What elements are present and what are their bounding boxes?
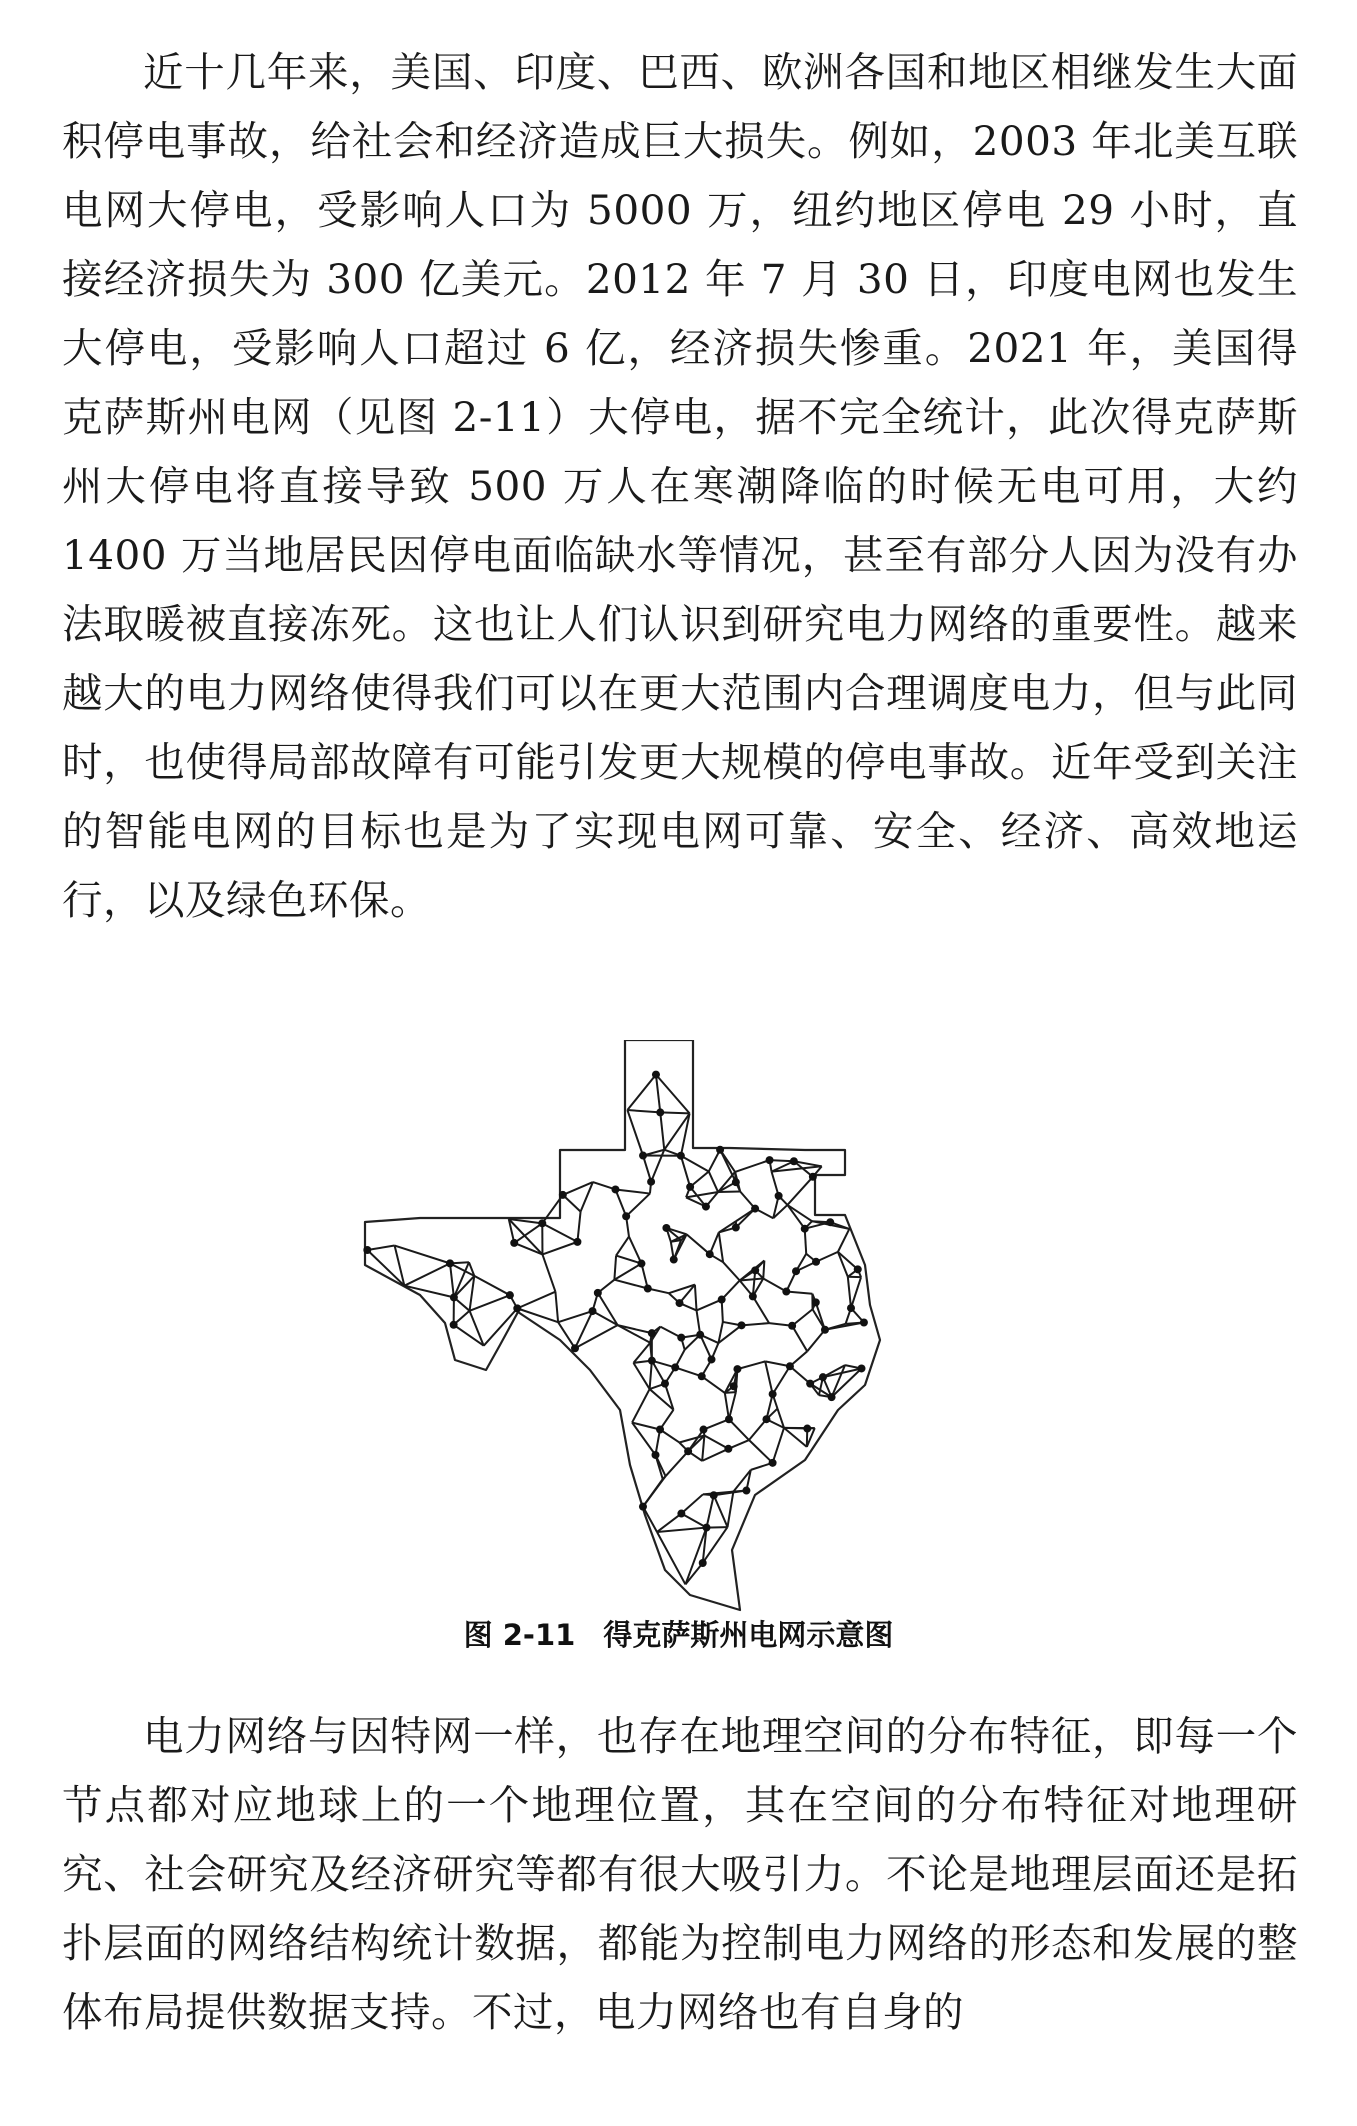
grid-node bbox=[647, 1178, 655, 1186]
grid-node bbox=[732, 1178, 740, 1186]
grid-node bbox=[775, 1192, 783, 1200]
grid-node bbox=[854, 1265, 862, 1273]
grid-node bbox=[571, 1344, 579, 1352]
grid-edge bbox=[718, 1191, 740, 1192]
grid-node bbox=[594, 1289, 602, 1297]
figure-caption bbox=[0, 1613, 1357, 1654]
grid-node bbox=[769, 1390, 777, 1398]
figure-title: 得克萨斯州电网示意图 bbox=[603, 1618, 894, 1652]
grid-node bbox=[510, 1239, 518, 1247]
grid-node bbox=[812, 1258, 820, 1266]
grid-node bbox=[828, 1393, 836, 1401]
grid-node bbox=[792, 1267, 800, 1275]
grid-node bbox=[656, 1425, 664, 1433]
grid-node bbox=[826, 1218, 834, 1226]
grid-node bbox=[821, 1326, 829, 1334]
grid-node bbox=[769, 1459, 777, 1467]
grid-node bbox=[652, 1071, 660, 1079]
grid-node bbox=[762, 1415, 770, 1423]
grid-node bbox=[648, 1329, 656, 1337]
grid-node bbox=[363, 1246, 371, 1254]
grid-node bbox=[790, 1157, 798, 1165]
grid-node bbox=[730, 1382, 738, 1390]
grid-node bbox=[639, 1152, 647, 1160]
grid-node bbox=[651, 1451, 659, 1459]
grid-node bbox=[644, 1284, 652, 1292]
grid-node bbox=[703, 1524, 711, 1532]
grid-node bbox=[812, 1298, 820, 1306]
grid-node bbox=[718, 1296, 726, 1304]
grid-node bbox=[782, 1288, 790, 1296]
grid-node bbox=[677, 1334, 685, 1342]
grid-node bbox=[656, 1108, 664, 1116]
grid-node bbox=[573, 1238, 581, 1246]
grid-node bbox=[725, 1415, 733, 1423]
grid-node bbox=[819, 1373, 827, 1381]
grid-node bbox=[677, 1510, 685, 1518]
grid-node bbox=[446, 1259, 454, 1267]
grid-node bbox=[751, 1266, 759, 1274]
grid-node bbox=[686, 1183, 694, 1191]
grid-node bbox=[766, 1156, 774, 1164]
grid-node bbox=[803, 1425, 811, 1433]
grid-node bbox=[506, 1291, 514, 1299]
grid-node bbox=[661, 1380, 669, 1388]
grid-node bbox=[706, 1250, 714, 1258]
texas-grid-map bbox=[360, 1040, 1000, 1640]
grid-node bbox=[677, 1152, 685, 1160]
grid-node bbox=[538, 1219, 546, 1227]
grid-node bbox=[716, 1146, 724, 1154]
grid-node bbox=[670, 1256, 678, 1264]
grid-node bbox=[648, 1357, 656, 1365]
grid-node bbox=[860, 1319, 868, 1327]
grid-node bbox=[676, 1299, 684, 1307]
grid-node bbox=[788, 1322, 796, 1330]
grid-node bbox=[700, 1426, 708, 1434]
grid-node bbox=[637, 1260, 645, 1268]
grid-node bbox=[733, 1365, 741, 1373]
grid-node bbox=[806, 1380, 814, 1388]
grid-node bbox=[589, 1307, 597, 1315]
grid-node bbox=[809, 1173, 817, 1181]
grid-node bbox=[710, 1491, 718, 1499]
grid-node bbox=[450, 1321, 458, 1329]
grid-node bbox=[857, 1364, 865, 1372]
body-paragraph-2: 电力网络与因特网一样，也存在地理空间的分布特征，即每一个节点都对应地球上的一个地理位置，其在空间的分布特征对地理研究、社会研究及经济研究等都有很大吸引力。不论是地理层面还是拓扑层面的网络结构统计数据，都能为控制电力网络的形态和发展的整体布局提供数据支持。不过，电力网络也有自身的 bbox=[62, 1712, 1298, 2036]
grid-node bbox=[847, 1304, 855, 1312]
grid-edge bbox=[763, 1261, 764, 1279]
figure-number: 图 2-11 bbox=[463, 1618, 576, 1652]
texas-grid-figure bbox=[360, 1040, 1000, 1640]
grid-node bbox=[639, 1503, 647, 1511]
grid-node bbox=[786, 1362, 794, 1370]
grid-node bbox=[696, 1331, 704, 1339]
grid-node bbox=[622, 1212, 630, 1220]
grid-node bbox=[749, 1292, 757, 1300]
grid-node bbox=[738, 1321, 746, 1329]
grid-node bbox=[611, 1185, 619, 1193]
grid-node bbox=[751, 1205, 759, 1213]
grid-node bbox=[662, 1224, 670, 1232]
texas-state-outline bbox=[365, 1040, 880, 1610]
grid-node bbox=[702, 1203, 710, 1211]
grid-node bbox=[708, 1355, 716, 1363]
grid-node bbox=[724, 1445, 732, 1453]
grid-node bbox=[742, 1487, 750, 1495]
grid-node bbox=[684, 1447, 692, 1455]
grid-edge bbox=[660, 1112, 689, 1113]
grid-node bbox=[671, 1363, 679, 1371]
grid-node bbox=[732, 1224, 740, 1232]
grid-node bbox=[699, 1559, 707, 1567]
grid-node bbox=[450, 1293, 458, 1301]
grid-node bbox=[801, 1225, 809, 1233]
grid-node bbox=[559, 1191, 567, 1199]
grid-node bbox=[513, 1304, 521, 1312]
body-paragraph-1: 近十几年来，美国、印度、巴西、欧洲各国和地区相继发生大面积停电事故，给社会和经济造成巨大损失。例如，2003 年北美互联电网大停电，受影响人口为 5000 万，纽约地区停电 29 小时，直接经济损失为 300 亿美元。2012 年 7 月 30 日，印度电网也发生大停电，受影响人口超过 6 亿，经济损失惨重。2021 年，美国得克萨斯州电网（见图 2-11）大停电，据不完全统计，此次得克萨斯州大停电将直接导致 500 万人在寒潮降临的时候无电可用，大约 1400 万当地居民因停电面临缺水等情况，甚至有部分人因为没有办法取暖被直接冻死。这也让人们认识到研究电力网络的重要性。越来越大的电力网络使得我们可以在更大范围内合理调度电力，但与此同时，也使得局部故障有可能引发更大规模的停电事故。近年受到关注的智能电网的目标也是为了实现电网可靠、安全、经济、高效地运行，以及绿色环保。 bbox=[62, 48, 1298, 924]
grid-node bbox=[698, 1372, 706, 1380]
